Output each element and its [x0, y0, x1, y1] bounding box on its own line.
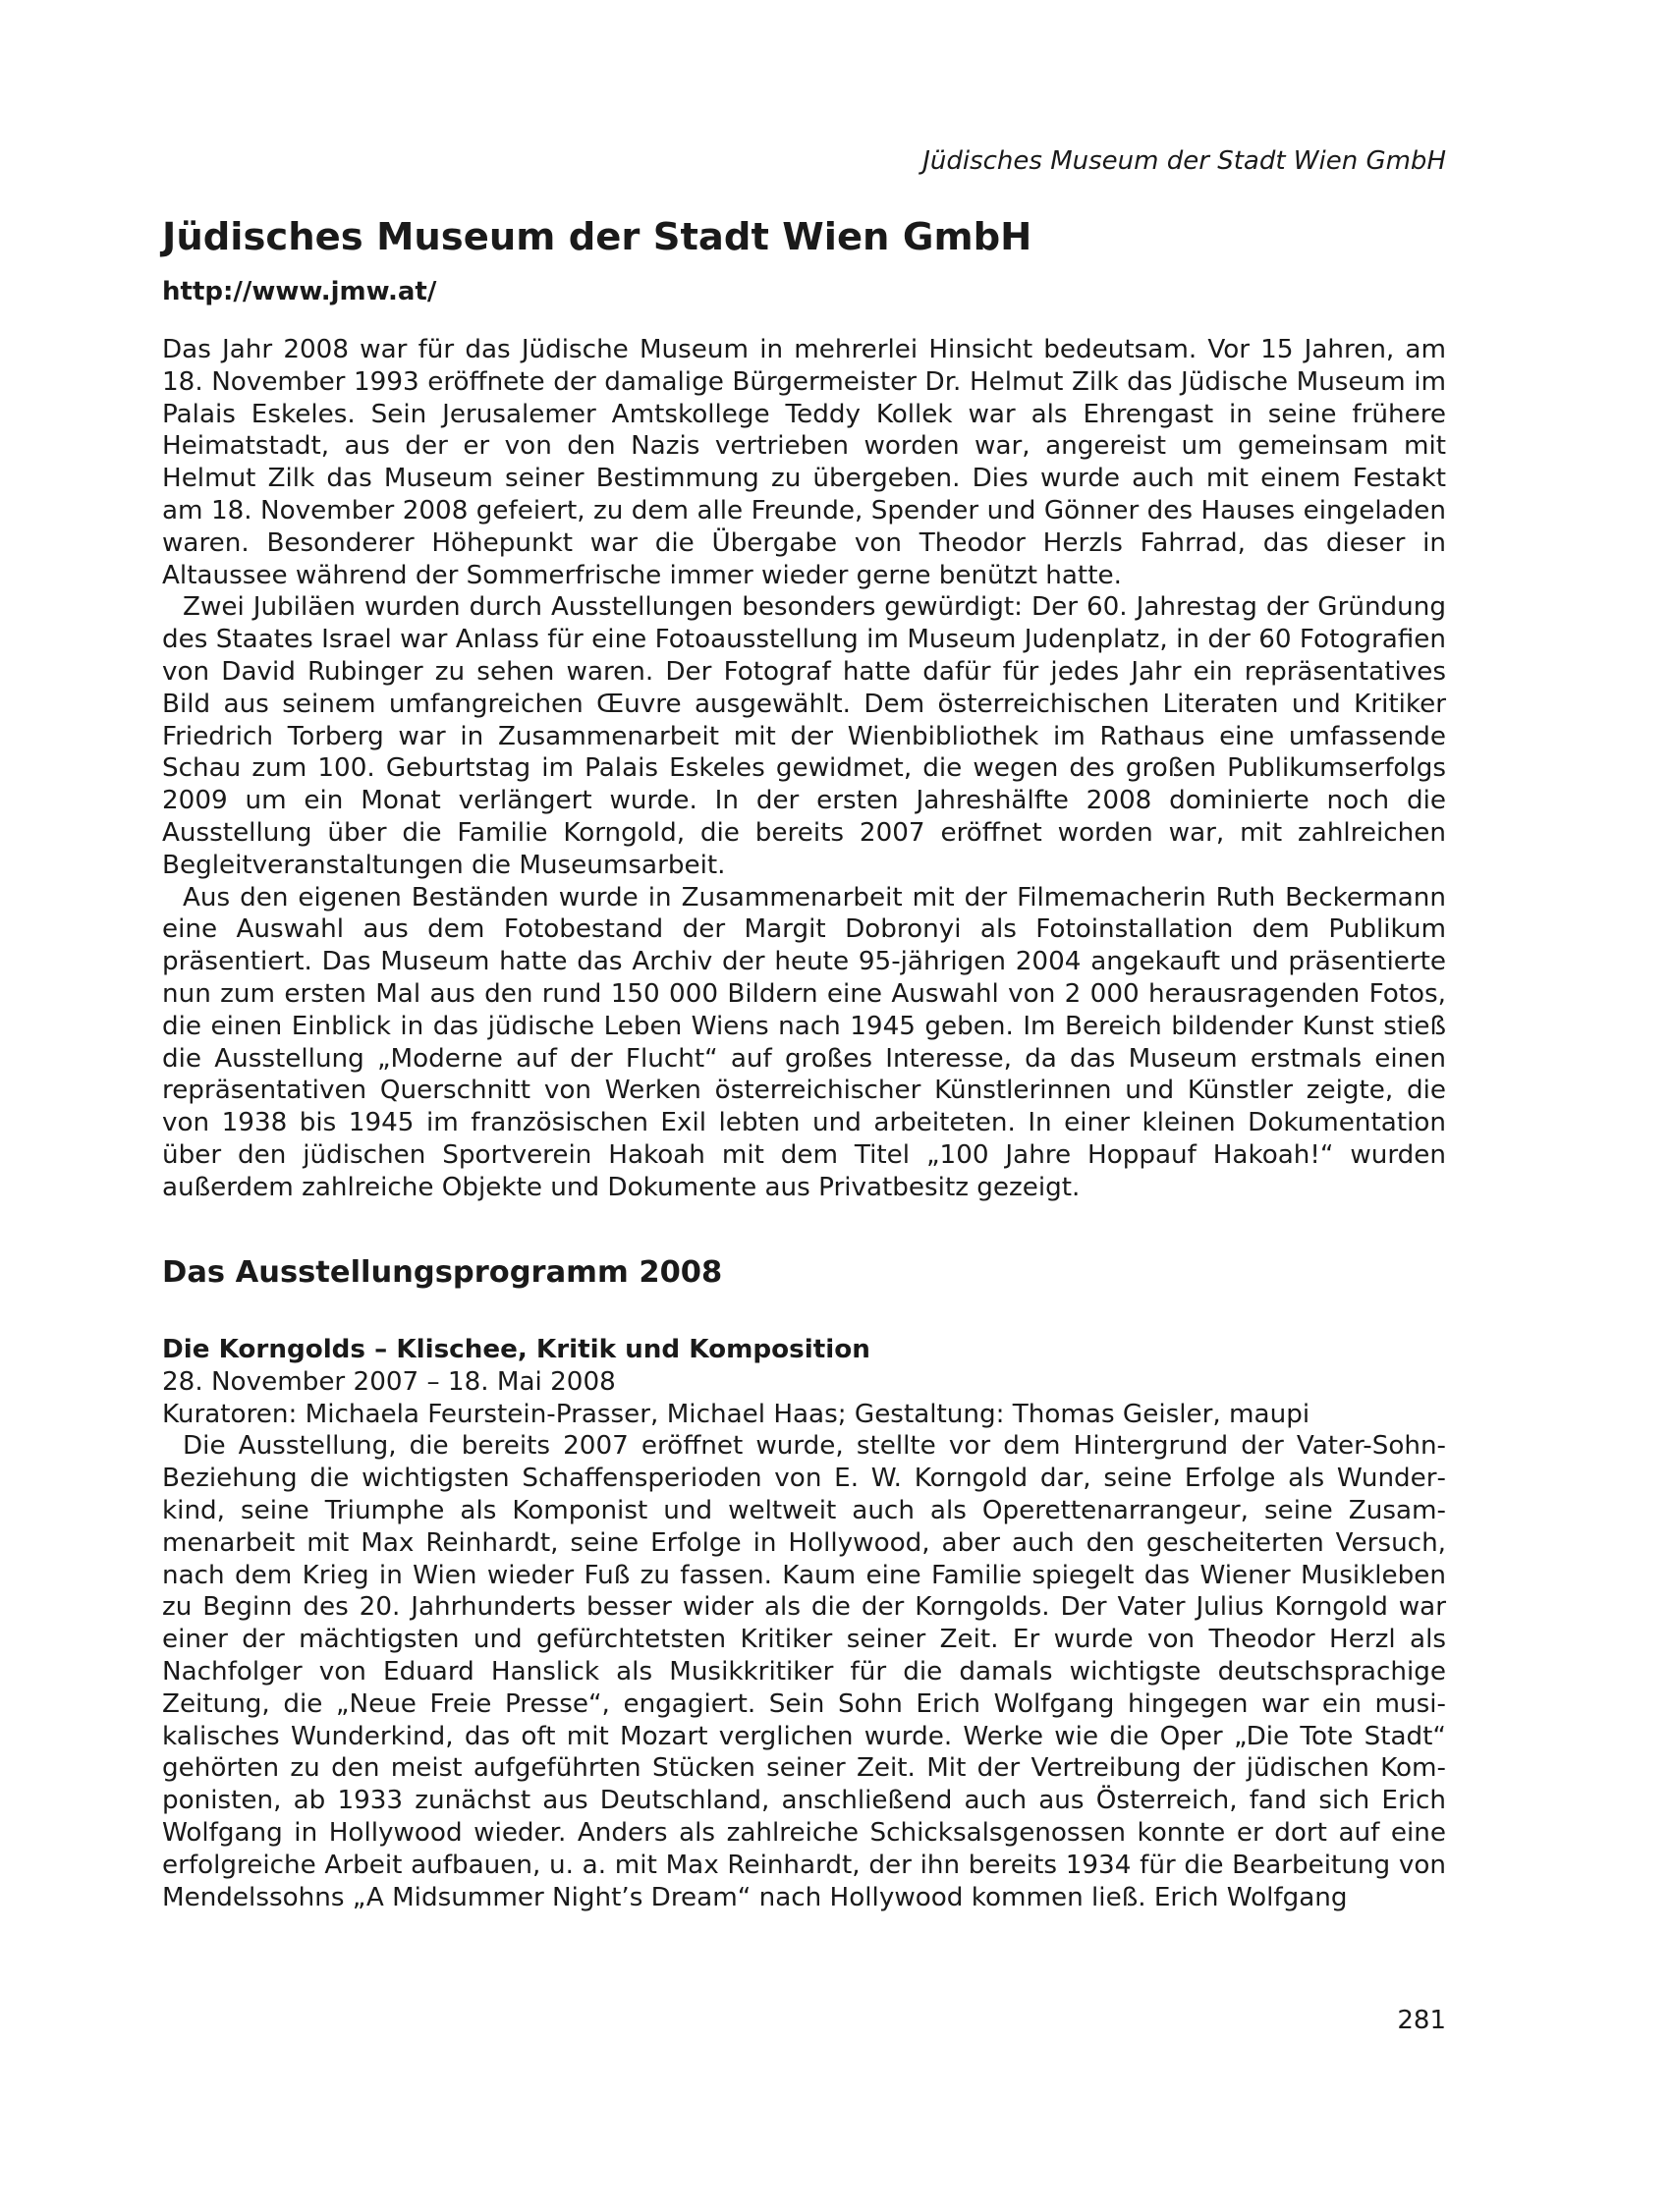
website-link[interactable]: http://www.jmw.at/	[162, 277, 437, 306]
exhibition-title: Die Korngolds – Klischee, Kritik und Komposition	[162, 1335, 870, 1364]
running-header: Jüdisches Museum der Stadt Wien GmbH	[922, 146, 1446, 176]
paragraph-intro: Das Jahr 2008 war für das Jüdische Museum in mehrerlei Hinsicht bedeutsam. Vor 15 Jahren, am 18. November 1993 eröffnete der damalige Bürgermeister Dr. Helmut Zilk das Jüdische Museum im Palais Eskeles. Sein Jerusalemer Amtskollege Teddy Kollek war als Ehrengast in seine frühere Heimatstadt, aus der er von den Nazis vertrieben worden war, angereist um gemeinsam mit Helmut Zilk das Museum seiner Bestimmung zu übergeben. Dies wurde auch mit einem Festakt am 18. November 2008 gefeiert, zu dem alle Freunde, Spender und Gönner des Hauses eingeladen waren. Besonderer Höhepunkt war die Übergabe von Theodor Herzls Fahrrad, das dieser in Altaussee während der Sommerfrische immer wieder gerne benützt hatte.	[162, 335, 1446, 590]
exhibition-description: Die Ausstellung, die bereits 2007 eröffnet wurde, stellte vor dem Hintergrund der Vater-Sohn-Beziehung die wichtigsten Schaffensperioden von E. W. Korngold dar, seine Erfolge als Wunderkind, seine Triumphe als Komponist und weltweit auch als Operettenarrangeur, seine Zusammenarbeit mit Max Reinhardt, seine Erfolge in Hollywood, aber auch den gescheiterten Versuch, nach dem Krieg in Wien wieder Fuß zu fassen. Kaum eine Familie spiegelt das Wiener Musikleben zu Beginn des 20. Jahrhunderts besser wider als die der Korngolds. Der Vater Julius Korngold war einer der mächtigsten und gefürchtetsten Kritiker seiner Zeit. Er wurde von Theodor Herzl als Nachfolger von Eduard Hanslick als Musikkritiker für die damals wichtigste deutschsprachige Zeitung, die „Neue Freie Presse“, engagiert. Sein Sohn Erich Wolfgang hingegen war ein musikalisches Wunderkind, das oft mit Mozart verglichen wurde. Werke wie die Oper „Die Tote Stadt“ gehörten zu den meist aufgeführten Stücken seiner Zeit. Mit der Vertreibung der jüdischen Komponisten, ab 1933 zunächst aus Deutschland, anschließend auch aus Österreich, fand sich Erich Wolfgang in Hollywood wieder. Anders als zahlreiche Schicksalsgenossen konnte er dort auf eine erfolgreiche Arbeit aufbauen, u. a. mit Max Reinhardt, der ihn bereits 1934 für die Bearbeitung von Mendelssohns „A Midsummer Night’s Dream“ nach Hollywood kommen ließ. Erich Wolfgang	[162, 1431, 1446, 1912]
article-title: Jüdisches Museum der Stadt Wien GmbH	[162, 215, 1032, 259]
page-number: 281	[1397, 2006, 1446, 2035]
section-heading: Das Ausstellungsprogramm 2008	[162, 1255, 723, 1290]
exhibition-credits: Kuratoren: Michaela Feurstein-Prasser, Michael Haas; Gestaltung: Thomas Geisler, maupi	[162, 1399, 1310, 1429]
article-body	[162, 334, 1446, 1204]
exhibition-dates: 28. November 2007 – 18. Mai 2008	[162, 1366, 616, 1397]
paragraph-collection: Aus den eigenen Beständen wurde in Zusammenarbeit mit der Filmemacherin Ruth Beckermann eine Auswahl aus dem Fotobestand der Margit Dobronyi als Fotoinstallation dem Publikum präsentiert. Das Museum hatte das Archiv der heute 95-jährigen 2004 angekauft und präsentierte nun zum ersten Mal aus den rund 150 000 Bildern eine Auswahl von 2 000 herausragenden Fotos, die einen Einblick in das jüdische Leben Wiens nach 1945 geben. Im Bereich bildender Kunst stieß die Ausstellung „Moderne auf der Flucht“ auf großes Interesse, da das Museum erstmals einen repräsentativen Querschnitt von Werken österreichischer Künstlerinnen und Künstler zeigte, die von 1938 bis 1945 im französischen Exil lebten und arbeiteten. In einer kleinen Dokumentation über den jüdischen Sportverein Hakoah mit dem Titel „100 Jahre Hoppauf Hakoah!“ wurden außerdem zahlreiche Objekte und Dokumente aus Privatbesitz gezeigt.	[162, 882, 1446, 1202]
exhibition-entry	[162, 1334, 1446, 1913]
paragraph-jubilees: Zwei Jubiläen wurden durch Ausstellungen besonders gewürdigt: Der 60. Jahrestag der Gründung des Staates Israel war Anlass für eine Fotoausstellung im Museum Judenplatz, in der 60 Fotografien von David Rubinger zu sehen waren. Der Fotograf hatte dafür für jedes Jahr ein repräsentatives Bild aus seinem umfangreichen Œuvre ausgewählt. Dem österreichischen Literaten und Kritiker Friedrich Torberg war in Zusammenarbeit mit der Wienbibliothek im Rathaus eine umfassende Schau zum 100. Geburtstag im Palais Eskeles gewidmet, die wegen des großen Publikumserfolgs 2009 um ein Monat verlängert wurde. In der ersten Jahreshälfte 2008 dominierte noch die Ausstellung über die Familie Korngold, die bereits 2007 eröffnet worden war, mit zahlreichen Begleitveranstaltungen die Museumsarbeit.	[162, 592, 1446, 880]
document-page	[162, 0, 1446, 2212]
